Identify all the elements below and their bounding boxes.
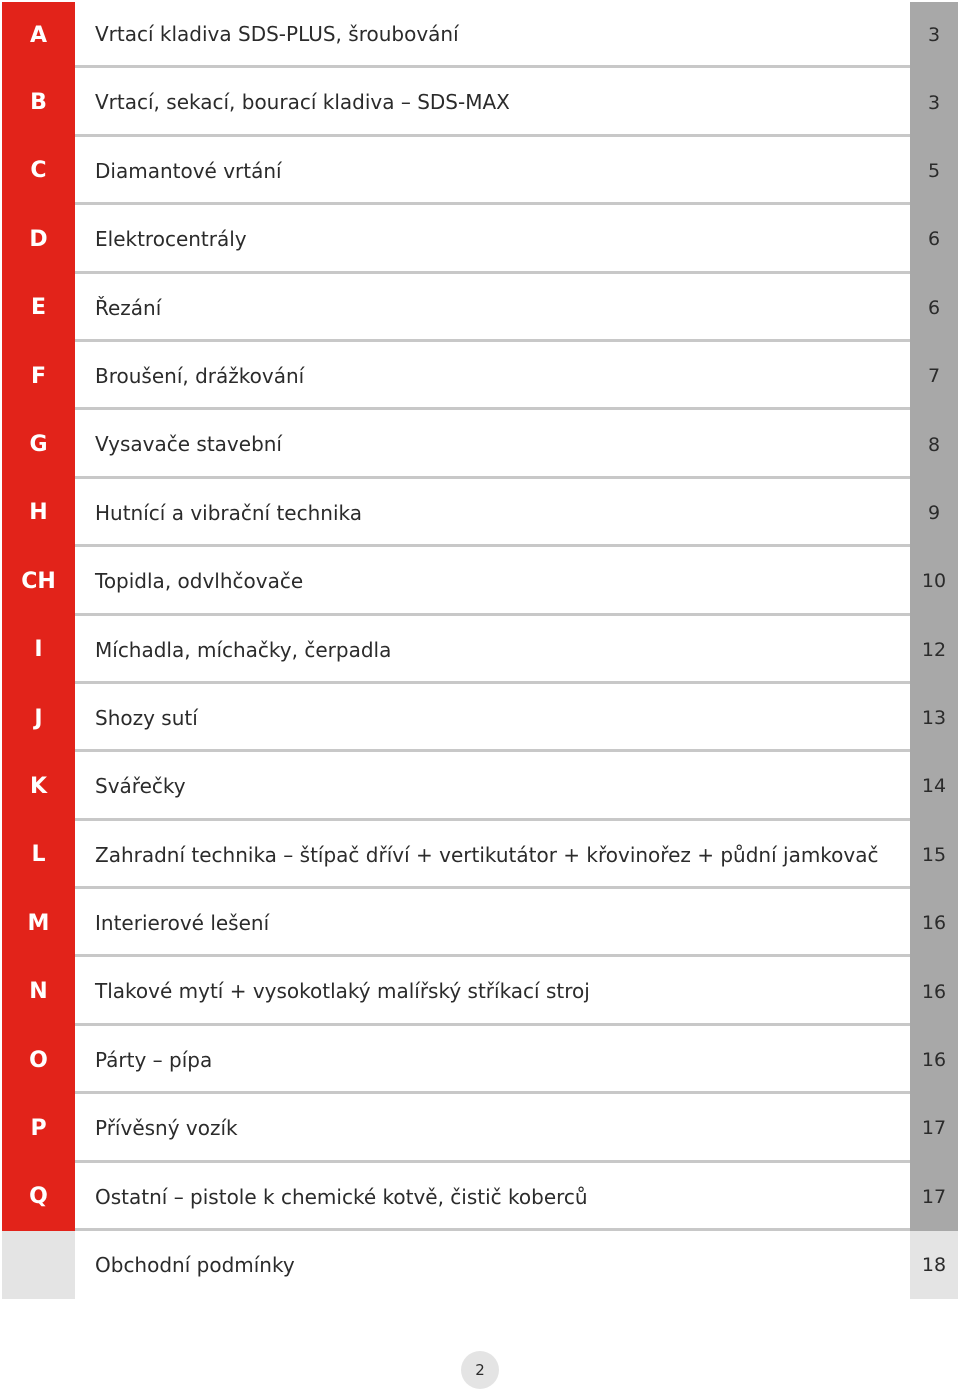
section-title: Topidla, odvlhčovače — [95, 569, 304, 594]
section-page-number: 3 — [910, 2, 958, 68]
section-page-number: 3 — [910, 68, 958, 136]
section-page-number: 5 — [910, 137, 958, 205]
toc-row-d[interactable] — [0, 205, 960, 273]
section-letter: N — [2, 957, 75, 1025]
section-page-number: 14 — [910, 752, 958, 820]
toc-row-l[interactable] — [0, 821, 960, 889]
section-page-number: 6 — [910, 205, 958, 273]
section-title: Shozy sutí — [95, 705, 198, 730]
section-title: Tlakové mytí + vysokotlaký malířský stříkací stroj — [95, 979, 590, 1004]
toc-row-a[interactable] — [0, 0, 960, 68]
section-page-number: 17 — [910, 1094, 958, 1162]
section-letter: P — [2, 1094, 75, 1162]
section-page-number: 8 — [910, 410, 958, 478]
section-page-number: 17 — [910, 1163, 958, 1231]
toc-row-o[interactable] — [0, 1026, 960, 1094]
section-page-number: 16 — [910, 889, 958, 957]
section-letter: D — [2, 205, 75, 273]
section-letter — [2, 1231, 75, 1299]
toc-row-g[interactable] — [0, 410, 960, 478]
section-page-number: 18 — [910, 1231, 958, 1299]
toc-row-i[interactable] — [0, 616, 960, 684]
toc-row-k[interactable] — [0, 752, 960, 820]
toc-row-j[interactable] — [0, 684, 960, 752]
toc-row-p[interactable] — [0, 1094, 960, 1162]
toc-row-terms[interactable] — [0, 1231, 960, 1299]
section-title: Přívěsný vozík — [95, 1116, 238, 1141]
section-title: Vrtací, sekací, bourací kladiva – SDS-MAX — [95, 90, 510, 115]
section-page-number: 16 — [910, 957, 958, 1025]
section-title: Zahradní technika – štípač dříví + vertikutátor + křovinořez + půdní jamkovač — [95, 842, 879, 867]
section-letter: J — [2, 684, 75, 752]
toc-row-f[interactable] — [0, 342, 960, 410]
section-letter: O — [2, 1026, 75, 1094]
section-title: Párty – pípa — [95, 1047, 213, 1072]
section-title: Interierové lešení — [95, 911, 270, 936]
footer-page-number: 2 — [461, 1351, 499, 1389]
section-title: Ostatní – pistole k chemické kotvě, čistič koberců — [95, 1184, 588, 1209]
toc-row-b[interactable] — [0, 68, 960, 136]
section-title: Diamantové vrtání — [95, 158, 282, 183]
section-letter: C — [2, 137, 75, 205]
section-title: Vrtací kladiva SDS-PLUS, šroubování — [95, 22, 459, 46]
toc-row-m[interactable] — [0, 889, 960, 957]
section-page-number: 16 — [910, 1026, 958, 1094]
section-letter: CH — [2, 547, 75, 615]
section-title: Míchadla, míchačky, čerpadla — [95, 637, 392, 662]
section-letter: G — [2, 410, 75, 478]
section-letter: B — [2, 68, 75, 136]
section-title: Řezání — [95, 295, 162, 320]
section-page-number: 7 — [910, 342, 958, 410]
section-page-number: 15 — [910, 821, 958, 889]
section-title: Hutnící a vibrační technika — [95, 500, 363, 525]
section-title: Elektrocentrály — [95, 227, 247, 252]
section-letter: L — [2, 821, 75, 889]
section-letter: E — [2, 274, 75, 342]
toc-row-n[interactable] — [0, 957, 960, 1025]
section-title: Vysavače stavební — [95, 432, 282, 457]
toc-row-q[interactable] — [0, 1163, 960, 1231]
section-title: Broušení, drážkování — [95, 363, 305, 388]
section-page-number: 9 — [910, 479, 958, 547]
section-page-number: 12 — [910, 616, 958, 684]
toc-row-ch[interactable] — [0, 547, 960, 615]
section-title: Obchodní podmínky — [95, 1253, 295, 1278]
section-letter: H — [2, 479, 75, 547]
section-letter: F — [2, 342, 75, 410]
section-page-number: 13 — [910, 684, 958, 752]
section-letter: K — [2, 752, 75, 820]
toc-row-e[interactable] — [0, 274, 960, 342]
section-title: Svářečky — [95, 774, 186, 799]
section-letter: M — [2, 889, 75, 957]
section-letter: I — [2, 616, 75, 684]
toc-row-c[interactable] — [0, 137, 960, 205]
section-letter: Q — [2, 1163, 75, 1231]
section-page-number: 6 — [910, 274, 958, 342]
toc-row-h[interactable] — [0, 479, 960, 547]
section-letter: A — [2, 2, 75, 68]
section-page-number: 10 — [910, 547, 958, 615]
